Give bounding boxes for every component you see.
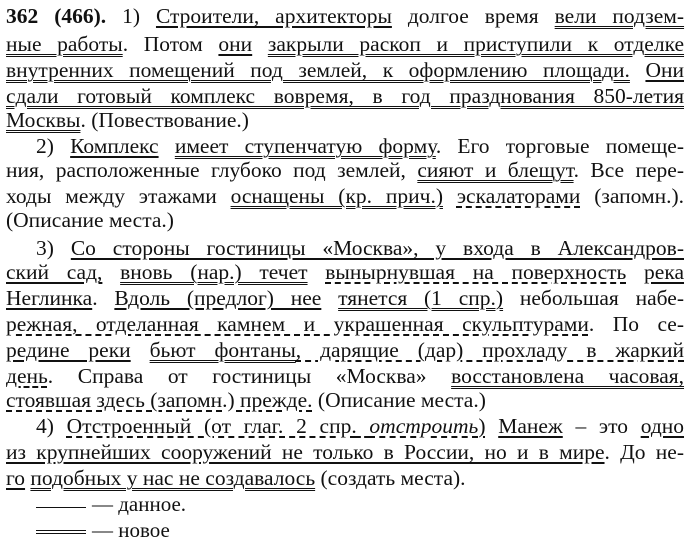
p2-line-2: ния, расположенные глубоко под землей, сияют и блещут. Все пере-	[6, 158, 684, 182]
p3-line-5: редине реки бьют фонтаны, дарящие (дар) прохладу в жаркий	[6, 338, 685, 362]
p3-line-2: ский сад, вновь (нар.) течет вынырнувшая на поверхность река	[6, 260, 685, 284]
legend-given: — данное.	[36, 492, 186, 516]
p1-line-2: ные работы. Потом они закрыли раскоп и приступили к отделке	[6, 32, 685, 56]
p3-line-6: день. Справа от гостиницы «Москва» восстановлена часовая,	[6, 364, 685, 388]
legend-new: — новое	[36, 518, 170, 542]
single-underline-sample	[36, 507, 86, 508]
p2-line-4: (Описание места.)	[6, 208, 174, 232]
p2-line-1: 2) Комплекс имеет ступенчатую форму. Его торговые помеще-	[36, 134, 685, 158]
double-underline-sample	[36, 530, 86, 534]
p1-line-4: сдали готовый комплекс вовремя, в год празднования 850-летия	[6, 84, 684, 108]
p3-line-7: стоявшая здесь (запомн.) прежде. (Описание места.)	[6, 388, 486, 412]
p4-line-2: из крупнейших сооружений не только в России, но и в мире. До не-	[6, 440, 685, 464]
p4-line-1: 4) Отстроенный (от глаг. 2 спр. отстроить) Манеж – это одно	[36, 414, 685, 438]
p3-line-3: Неглинка. Вдоль (предлог) нее тянется (1 спр.) небольшая набе-	[6, 286, 685, 310]
p1-line-1: 362 (466). 1) Строители, архитекторы долгое время вели подзем-	[6, 4, 685, 28]
p1-line-5: Москвы. (Повествование.)	[6, 108, 249, 132]
p4-line-3: го подобных у нас не создавалось (создать места).	[6, 466, 466, 490]
p2-line-3: ходы между этажами оснащены (кр. прич.) эскалаторами (запомн.).	[6, 184, 685, 208]
p3-line-4: режная, отделанная камнем и украшенная скульптурами. По се-	[6, 312, 684, 336]
p1-line-3: внутренних помещений под землей, к оформлению площади. Они	[6, 58, 684, 82]
p3-line-1: 3) Со стороны гостиницы «Москва», у входа в Александров-	[36, 236, 684, 260]
exercise-number: 362 (466).	[6, 4, 107, 28]
